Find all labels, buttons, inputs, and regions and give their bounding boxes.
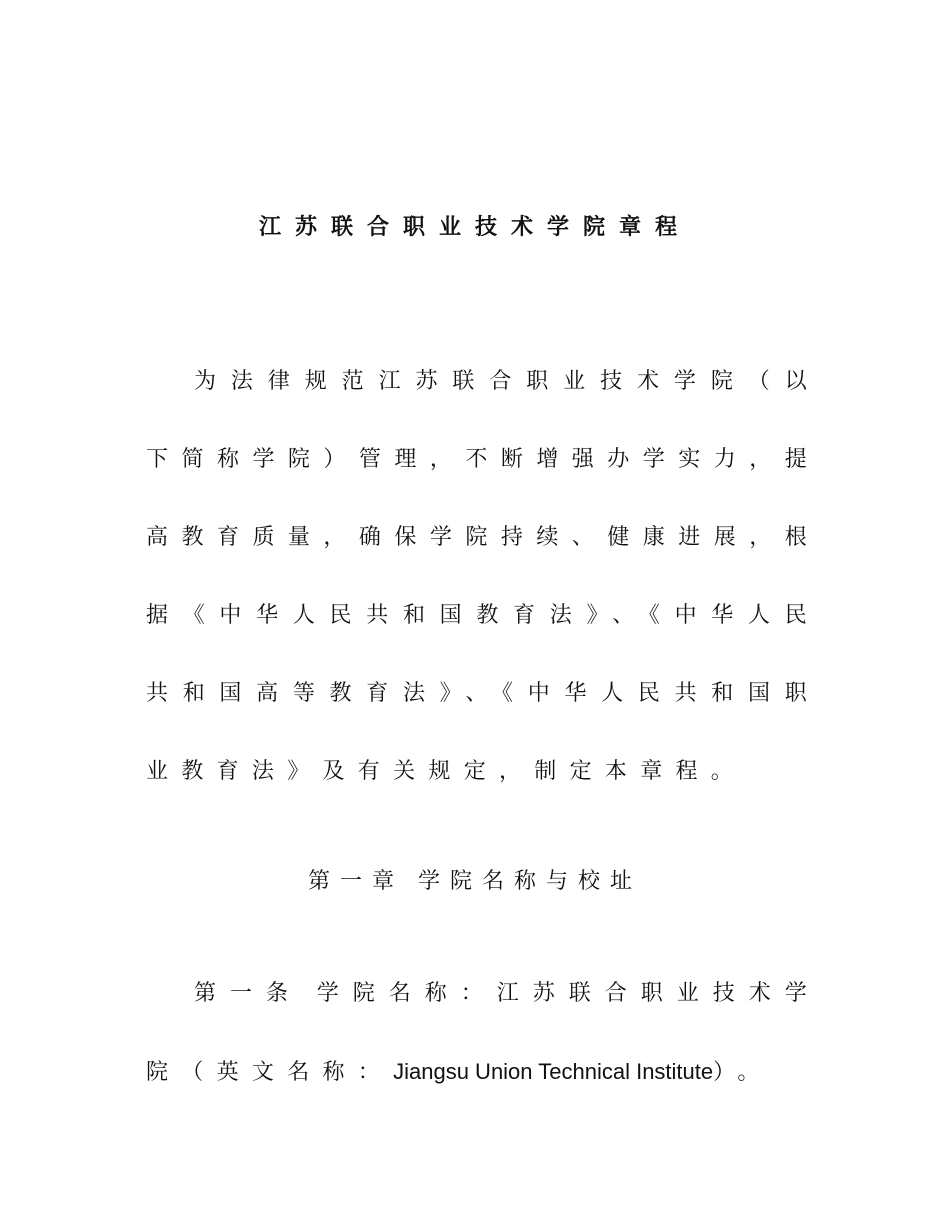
chapter-heading [0,862,950,902]
preamble-paragraph: 为法律规范江苏联合职业技术学院（以下简称学院）管理，不断增强办学实力，提高教育质量，确保学院持续、健康进展，根据《中华人民共和国教育法》、《中华人民共和国高等教育法》、《中华人民共和国职业教育法》及有关规定，制定本章程。 [146,369,820,784]
article-english-name: Jiangsu Union Technical Institute [393,1059,714,1084]
article-paragraph [146,955,820,1112]
article-number: 第一条 [194,981,302,1006]
article-text: 学院名称：江苏联合职业技术学院（英文名称： [146,981,820,1085]
document-title: 江苏联合职业技术学院章程 [258,215,691,240]
chapter-number: 第一章 [307,869,404,894]
article-text-end: ）。 [713,1060,773,1085]
chapter-title: 学院名称与校址 [418,869,643,894]
